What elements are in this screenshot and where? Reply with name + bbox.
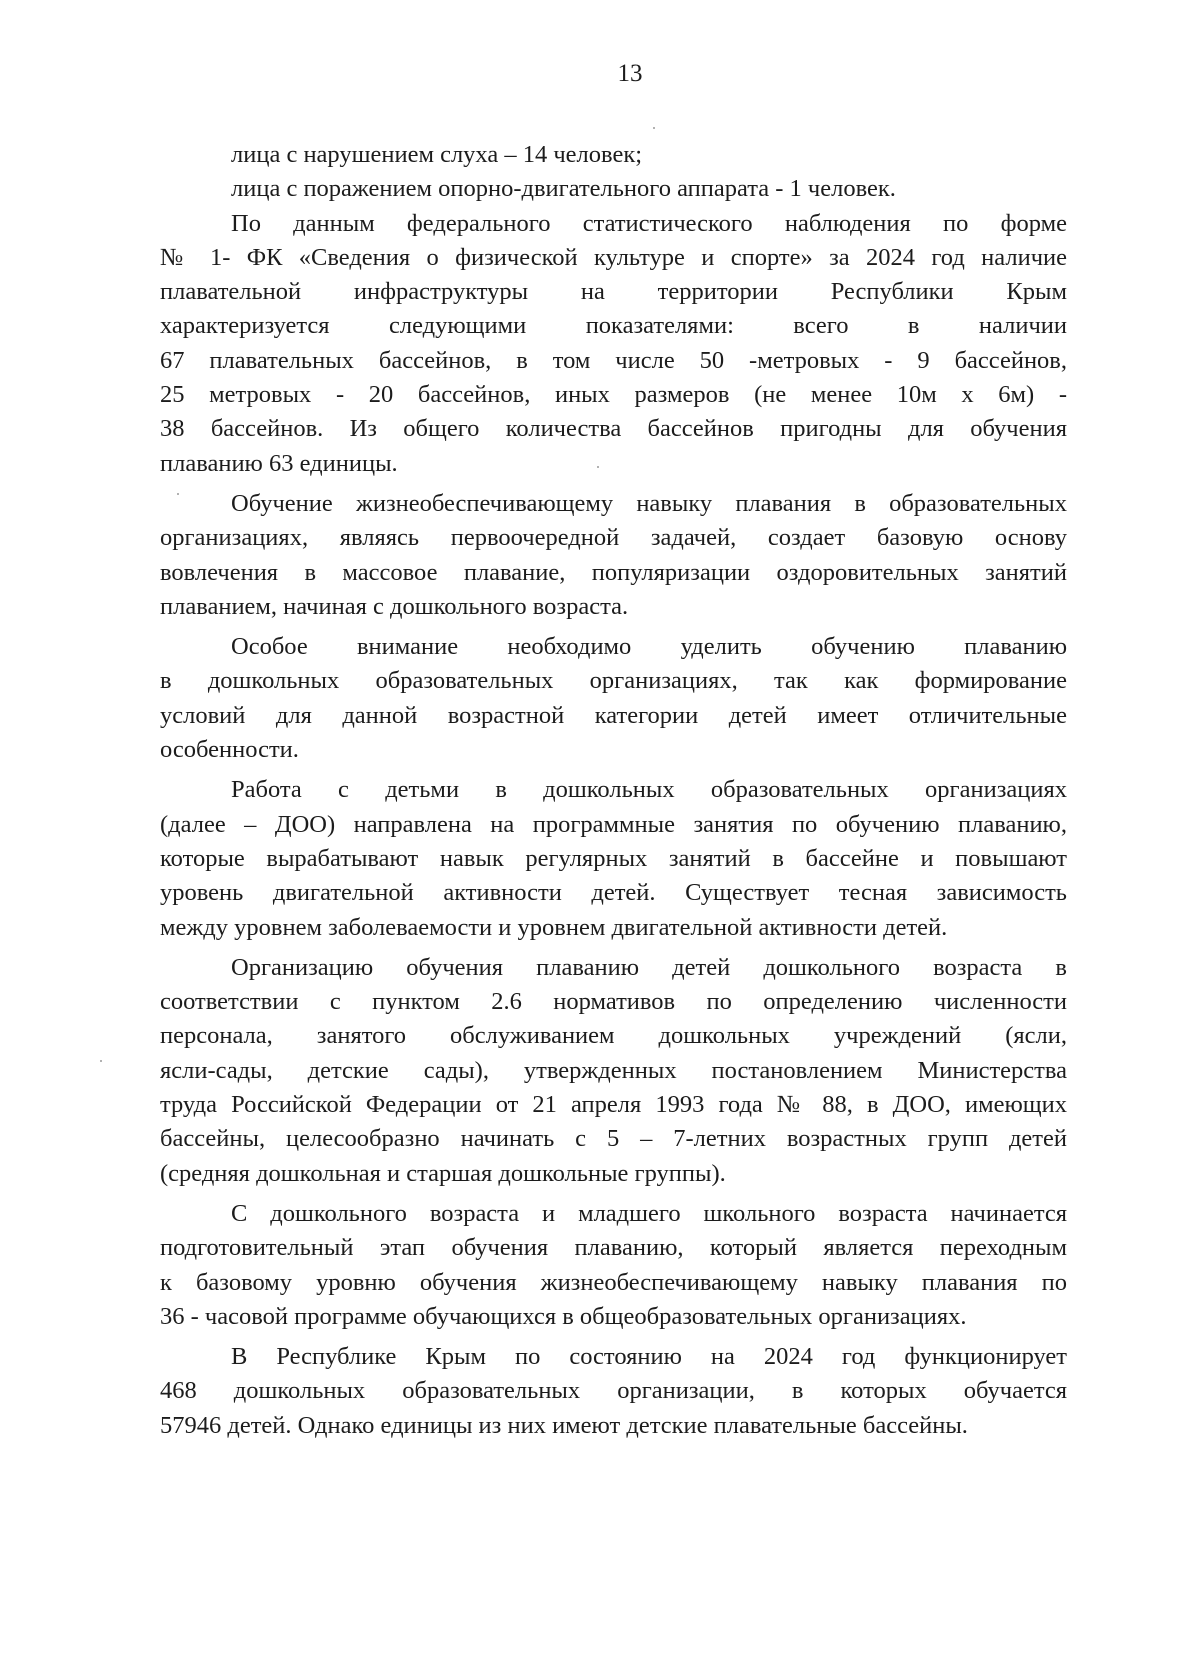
scan-speck <box>597 466 599 468</box>
text-line: Работа с детьми в дошкольных образовательных организациях <box>231 776 1067 804</box>
text-line: плаванию 63 единицы. <box>160 449 398 477</box>
text-line: В Республике Крым по состоянию на 2024 год функционирует <box>231 1343 1067 1371</box>
text-line: С дошкольного возраста и младшего школьного возраста начинается <box>231 1199 1067 1227</box>
text-line: 57946 детей. Однако единицы из них имеют детские плавательные бассейны. <box>160 1411 968 1439</box>
text-line: особенности. <box>160 736 299 764</box>
text-line: (средняя дошкольная и старшая дошкольные группы). <box>160 1159 726 1187</box>
text-line: 67 плавательных бассейнов, в том числе 50 -метровых - 9 бассейнов, <box>160 346 1067 374</box>
text-line: плавательной инфраструктуры на территории Республики Крым <box>160 278 1067 306</box>
text-line: лица с нарушением слуха – 14 человек; <box>231 141 643 168</box>
text-line: Обучение жизнеобеспечивающему навыку плавания в образовательных <box>231 489 1067 517</box>
text-line: уровень двигательной активности детей. Существует тесная зависимость <box>160 879 1067 907</box>
text-line: характеризуется следующими показателями: всего в наличии <box>160 312 1067 340</box>
text-line: 38 бассейнов. Из общего количества бассейнов пригодны для обучения <box>160 415 1067 443</box>
text-line: бассейны, целесообразно начинать с 5 – 7-летних возрастных групп детей <box>160 1125 1067 1153</box>
text-line: между уровнем заболеваемости и уровнем двигательной активности детей. <box>160 913 948 941</box>
text-line: в дошкольных образовательных организациях, так как формирование <box>160 667 1067 695</box>
text-line: (далее – ДОО) направлена на программные занятия по обучению плаванию, <box>160 810 1067 838</box>
text-line: плаванием, начиная с дошкольного возраста. <box>160 592 629 620</box>
text-line: соответствии с пунктом 2.6 нормативов по определению численности <box>160 988 1067 1016</box>
text-line: лица с поражением опорно-двигательного аппарата - 1 человек. <box>231 175 896 203</box>
scan-speck <box>653 127 655 129</box>
text-line: организациях, являясь первоочередной задачей, создает базовую основу <box>160 524 1067 552</box>
scan-speck <box>100 1060 102 1062</box>
text-line: № 1- ФК «Сведения о физической культуре и спорте» за 2024 год наличие <box>160 243 1067 271</box>
document-body <box>160 138 1067 1443</box>
text-line: условий для данной возрастной категории детей имеет отличительные <box>160 701 1067 729</box>
text-line: По данным федерального статистического наблюдения по форме <box>231 209 1067 237</box>
text-line: Особое внимание необходимо уделить обучению плаванию <box>231 633 1067 661</box>
page-number: 13 <box>617 60 643 87</box>
text-line: вовлечения в массовое плавание, популяризации оздоровительных занятий <box>160 558 1067 586</box>
text-line: подготовительный этап обучения плаванию, который является переходным <box>160 1234 1067 1262</box>
text-line: 25 метровых - 20 бассейнов, иных размеров (не менее 10м х 6м) - <box>160 381 1067 409</box>
text-line: 36 - часовой программе обучающихся в общеобразовательных организациях. <box>160 1302 967 1330</box>
text-line: 468 дошкольных образовательных организации, в которых обучается <box>160 1377 1067 1405</box>
text-line: к базовому уровню обучения жизнеобеспечивающему навыку плавания по <box>160 1268 1067 1296</box>
scan-speck <box>177 493 179 495</box>
text-line: Организацию обучения плаванию детей дошкольного возраста в <box>231 953 1067 981</box>
text-line: труда Российской Федерации от 21 апреля 1993 года № 88, в ДОО, имеющих <box>160 1091 1067 1119</box>
text-line: ясли-сады, детские сады), утвержденных постановлением Министерства <box>160 1056 1067 1084</box>
text-line: которые вырабатывают навык регулярных занятий в бассейне и повышают <box>160 844 1067 872</box>
text-line: персонала, занятого обслуживанием дошкольных учреждений (ясли, <box>160 1022 1067 1050</box>
